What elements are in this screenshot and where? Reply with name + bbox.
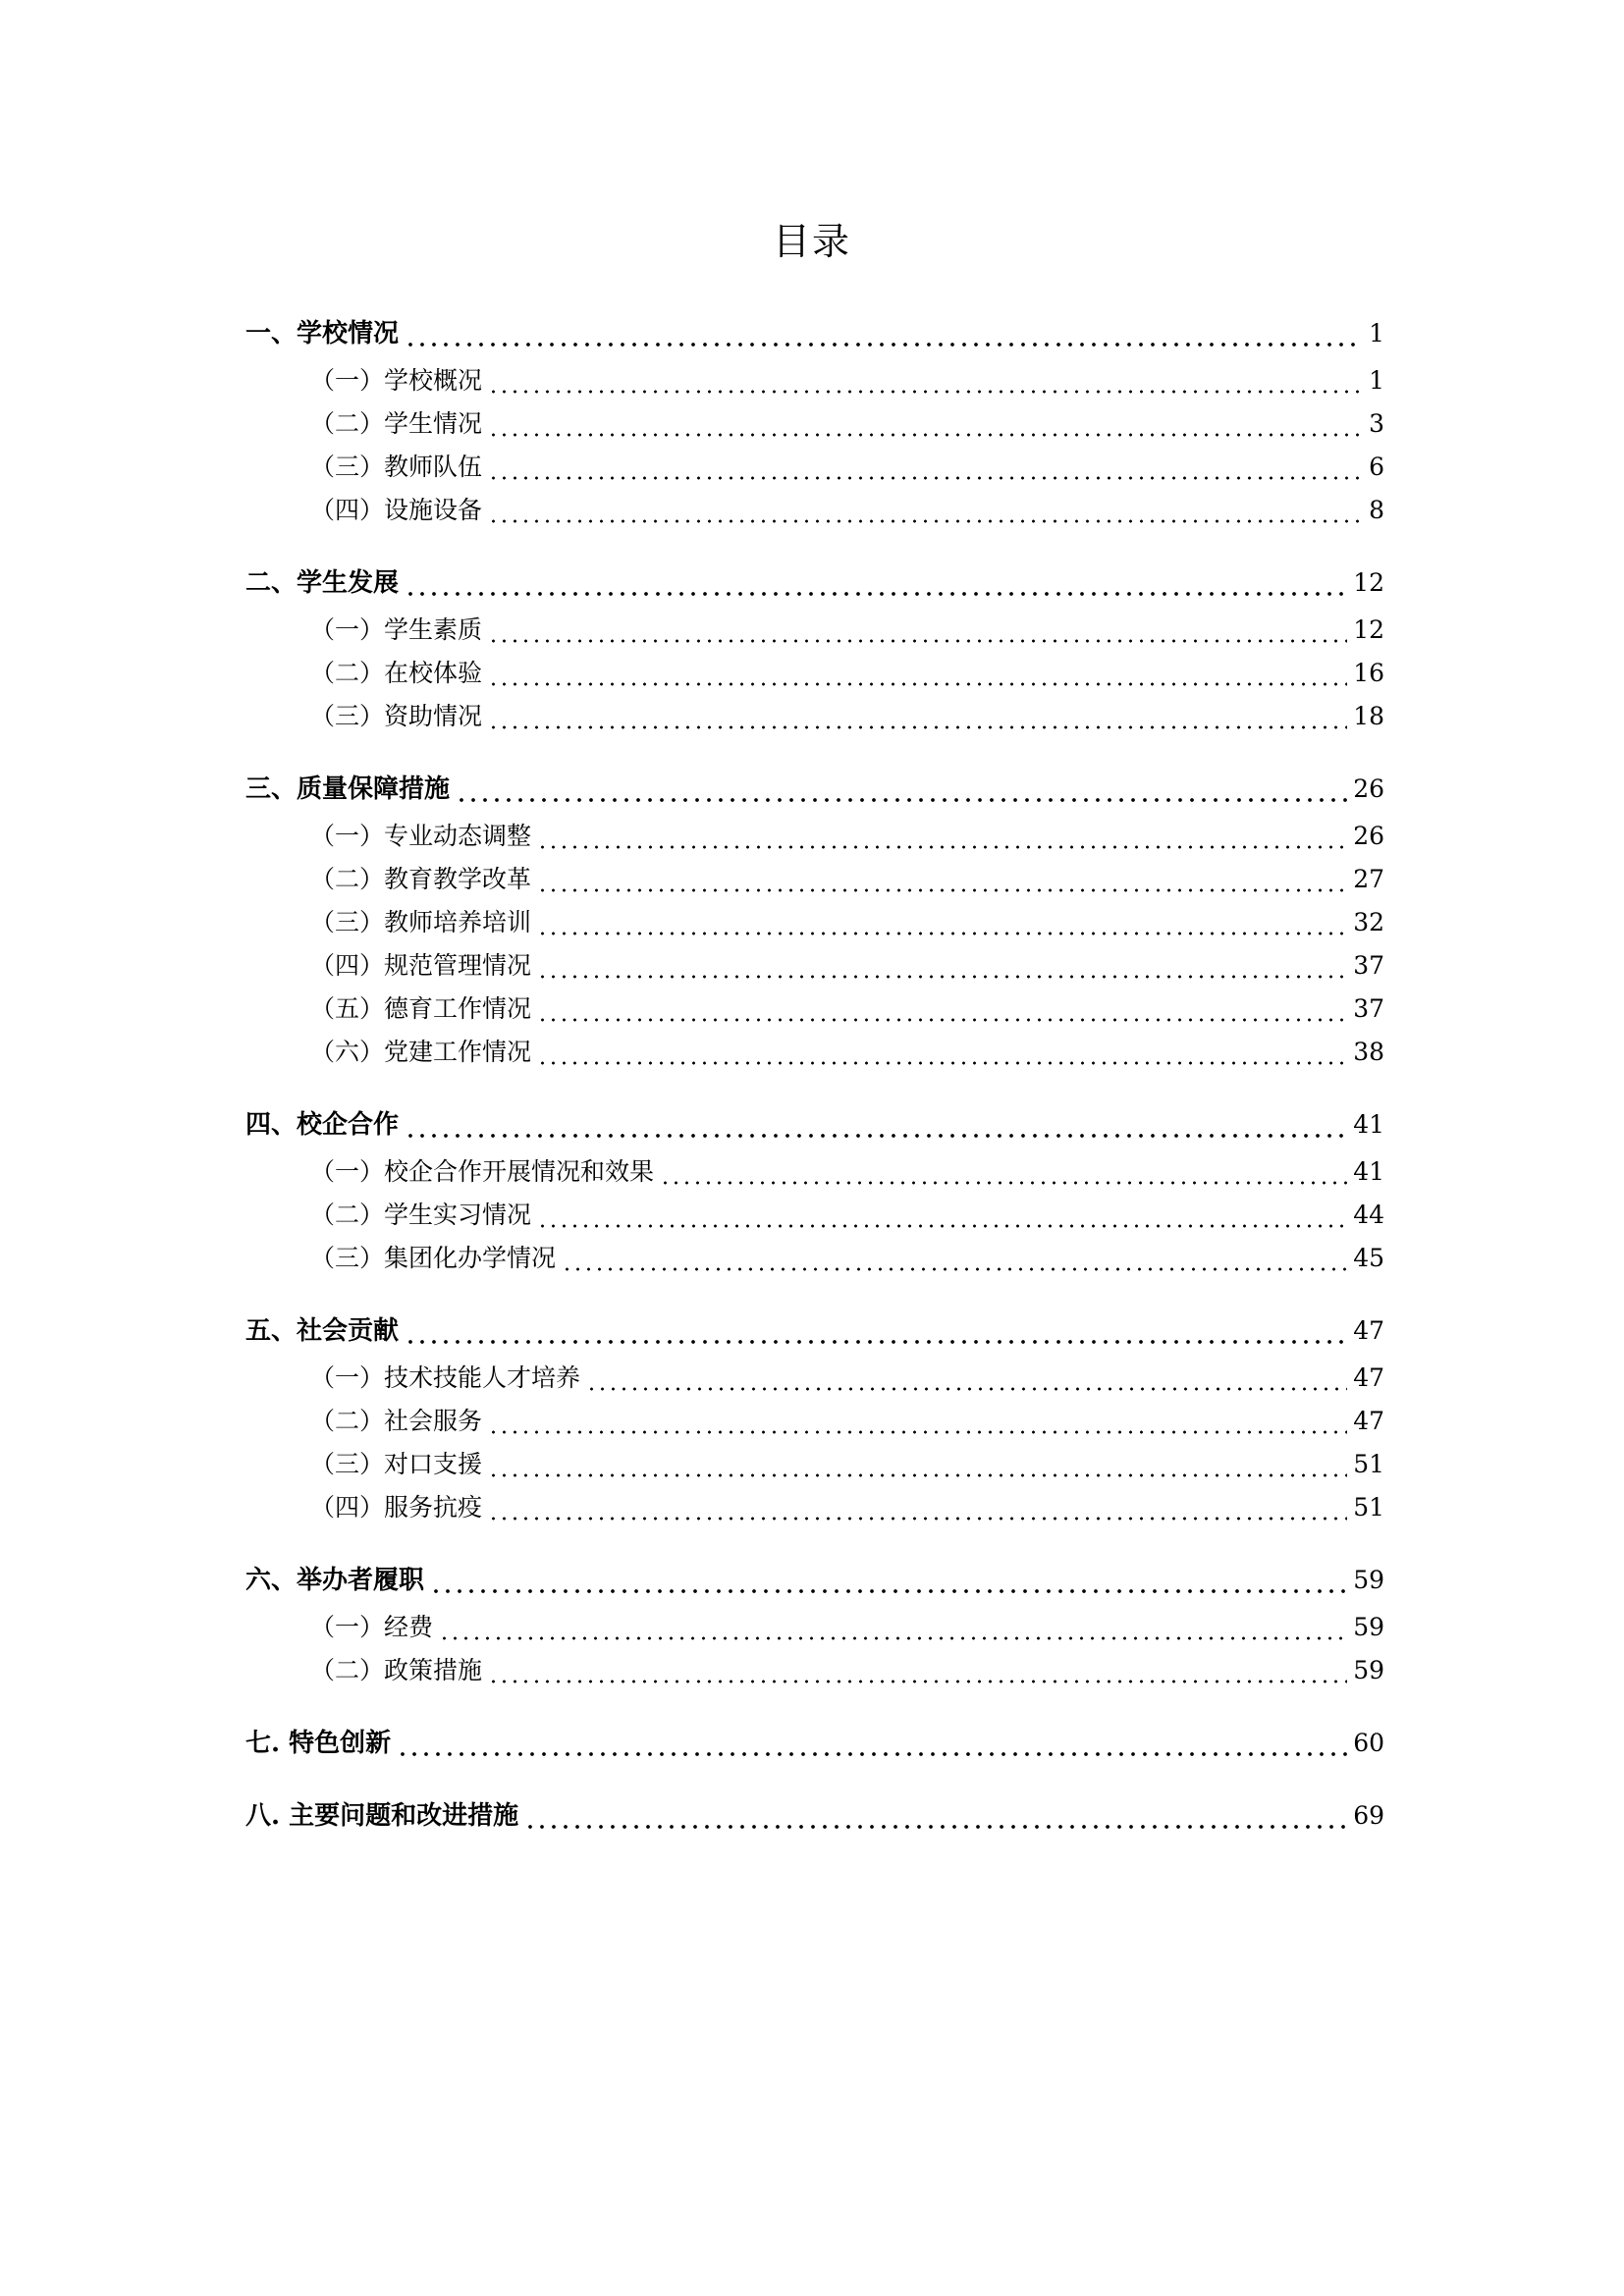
dot-leader — [586, 1359, 1347, 1398]
toc-section-entry[interactable] — [245, 1608, 1384, 1647]
dot-leader — [405, 314, 1361, 353]
toc-section-entry[interactable] — [245, 903, 1384, 942]
toc-page-number: 6 — [1369, 453, 1384, 481]
dot-leader — [537, 946, 1347, 986]
toc-section-entry[interactable] — [245, 448, 1384, 487]
toc-entry-title: （三）教师队伍 — [310, 453, 483, 481]
toc-entry-title: （二）政策措施 — [310, 1656, 483, 1684]
dot-leader — [439, 1608, 1347, 1647]
toc-entry-title: （三）资助情况 — [310, 702, 483, 730]
toc-entry-title: （一）学校概况 — [310, 366, 483, 395]
dot-leader — [537, 903, 1347, 942]
toc-page-number: 45 — [1353, 1244, 1384, 1272]
dot-leader — [488, 1488, 1347, 1527]
toc-entry-title: （二）学生情况 — [310, 409, 483, 438]
toc-entry-title: 六、举办者履职 — [245, 1566, 425, 1595]
toc-chapter-entry[interactable] — [245, 1561, 1384, 1600]
toc-section-entry[interactable] — [245, 1359, 1384, 1398]
toc-chapter-entry[interactable] — [245, 314, 1384, 353]
toc-page-number: 26 — [1353, 774, 1384, 803]
dot-leader — [456, 770, 1347, 809]
toc-section-entry[interactable] — [245, 1239, 1384, 1278]
toc-entry-title: （四）规范管理情况 — [310, 951, 532, 980]
page-title: 目录 — [772, 220, 851, 263]
toc-page-number: 12 — [1353, 615, 1384, 644]
toc-entry-title: （一）专业动态调整 — [310, 822, 532, 850]
dot-leader — [537, 817, 1347, 856]
toc-section-entry[interactable] — [245, 1651, 1384, 1690]
dot-leader — [397, 1724, 1347, 1763]
toc-section-entry[interactable] — [245, 1152, 1384, 1192]
dot-leader — [488, 1402, 1347, 1441]
dot-leader — [537, 1196, 1347, 1235]
toc-page-number: 38 — [1353, 1038, 1384, 1066]
toc-chapter-entry[interactable] — [245, 1724, 1384, 1763]
toc-page-number: 60 — [1353, 1729, 1384, 1757]
toc-entry-title: （四）服务抗疫 — [310, 1493, 483, 1522]
toc-section-entry[interactable] — [245, 697, 1384, 736]
toc-entry-title: （三）对口支援 — [310, 1450, 483, 1478]
toc-entry-title: （二）在校体验 — [310, 659, 483, 687]
dot-leader — [488, 611, 1347, 650]
toc-page-number: 59 — [1353, 1566, 1384, 1594]
dot-leader — [405, 563, 1347, 603]
toc-page-number: 37 — [1353, 994, 1384, 1023]
toc-chapter-entry[interactable] — [245, 1796, 1384, 1836]
toc-section-entry[interactable] — [245, 946, 1384, 986]
dot-leader — [405, 1311, 1347, 1351]
dot-leader — [488, 1445, 1347, 1484]
dot-leader — [660, 1152, 1347, 1192]
dot-leader — [488, 697, 1347, 736]
toc-page-number: 51 — [1353, 1450, 1384, 1478]
toc-entry-title: （二）学生实习情况 — [310, 1201, 532, 1229]
toc-entry-title: 四、校企合作 — [245, 1110, 400, 1140]
toc-page-number: 1 — [1369, 366, 1384, 395]
toc-entry-title: 七. 特色创新 — [245, 1729, 392, 1758]
toc-page-number: 16 — [1353, 659, 1384, 687]
toc-section-entry[interactable] — [245, 860, 1384, 899]
toc-page-number: 18 — [1353, 702, 1384, 730]
toc-page-number: 12 — [1353, 568, 1384, 597]
toc-entry-title: （三）教师培养培训 — [310, 908, 532, 936]
toc-page-number: 41 — [1353, 1157, 1384, 1186]
dot-leader — [537, 989, 1347, 1029]
toc-entry-title: 五、社会贡献 — [245, 1316, 400, 1346]
toc-section-entry[interactable] — [245, 1033, 1384, 1072]
toc-section-entry[interactable] — [245, 654, 1384, 693]
toc-section-entry[interactable] — [245, 1488, 1384, 1527]
toc-page-number: 47 — [1353, 1407, 1384, 1435]
toc-section-entry[interactable] — [245, 491, 1384, 530]
toc-section-entry[interactable] — [245, 817, 1384, 856]
toc-entry-title: （二）社会服务 — [310, 1407, 483, 1435]
dot-leader — [488, 404, 1361, 444]
toc-page-number: 26 — [1353, 822, 1384, 850]
toc-entry-title: （一）学生素质 — [310, 615, 483, 644]
dot-leader — [488, 1651, 1347, 1690]
toc-entry-title: 三、质量保障措施 — [245, 774, 451, 804]
toc-entry-title: （二）教育教学改革 — [310, 865, 532, 893]
toc-page-number: 44 — [1353, 1201, 1384, 1229]
toc-section-entry[interactable] — [245, 1196, 1384, 1235]
toc-section-entry[interactable] — [245, 361, 1384, 400]
dot-leader — [537, 1033, 1347, 1072]
toc-entry-title: （三）集团化办学情况 — [310, 1244, 557, 1272]
toc-section-entry[interactable] — [245, 989, 1384, 1029]
toc-entry-title: （一）校企合作开展情况和效果 — [310, 1157, 655, 1186]
toc-page-number: 51 — [1353, 1493, 1384, 1522]
toc-page-number: 8 — [1369, 496, 1384, 524]
toc-chapter-entry[interactable] — [245, 1105, 1384, 1145]
toc-page-number: 41 — [1353, 1110, 1384, 1139]
dot-leader — [430, 1561, 1347, 1600]
toc-section-entry[interactable] — [245, 1402, 1384, 1441]
toc-section-entry[interactable] — [245, 611, 1384, 650]
dot-leader — [562, 1239, 1347, 1278]
dot-leader — [405, 1105, 1347, 1145]
toc-entry-title: （五）德育工作情况 — [310, 994, 532, 1023]
toc-page-number: 1 — [1369, 319, 1384, 347]
toc-entry-title: （四）设施设备 — [310, 496, 483, 524]
toc-chapter-entry[interactable] — [245, 770, 1384, 809]
toc-page-number: 3 — [1369, 409, 1384, 438]
toc-entry-title: （一）技术技能人才培养 — [310, 1363, 581, 1392]
dot-leader — [524, 1796, 1347, 1836]
toc-chapter-entry[interactable] — [245, 1311, 1384, 1351]
toc-page-number: 37 — [1353, 951, 1384, 980]
dot-leader — [488, 654, 1347, 693]
toc-page-number: 47 — [1353, 1363, 1384, 1392]
toc-page-number: 59 — [1353, 1613, 1384, 1641]
toc-page-number: 69 — [1353, 1801, 1384, 1830]
toc-section-entry[interactable] — [245, 404, 1384, 444]
toc-entry-title: （六）党建工作情况 — [310, 1038, 532, 1066]
dot-leader — [488, 361, 1361, 400]
toc-entry-title: 一、学校情况 — [245, 319, 400, 348]
toc-entry-title: 八. 主要问题和改进措施 — [245, 1801, 519, 1831]
dot-leader — [488, 491, 1361, 530]
toc-page-number: 27 — [1353, 865, 1384, 893]
toc-page-number: 32 — [1353, 908, 1384, 936]
toc-page-number: 59 — [1353, 1656, 1384, 1684]
toc-section-entry[interactable] — [245, 1445, 1384, 1484]
toc-page-number: 47 — [1353, 1316, 1384, 1345]
dot-leader — [537, 860, 1347, 899]
dot-leader — [488, 448, 1361, 487]
toc-entry-title: （一）经费 — [310, 1613, 434, 1641]
toc-chapter-entry[interactable] — [245, 563, 1384, 603]
toc-entry-title: 二、学生发展 — [245, 568, 400, 598]
